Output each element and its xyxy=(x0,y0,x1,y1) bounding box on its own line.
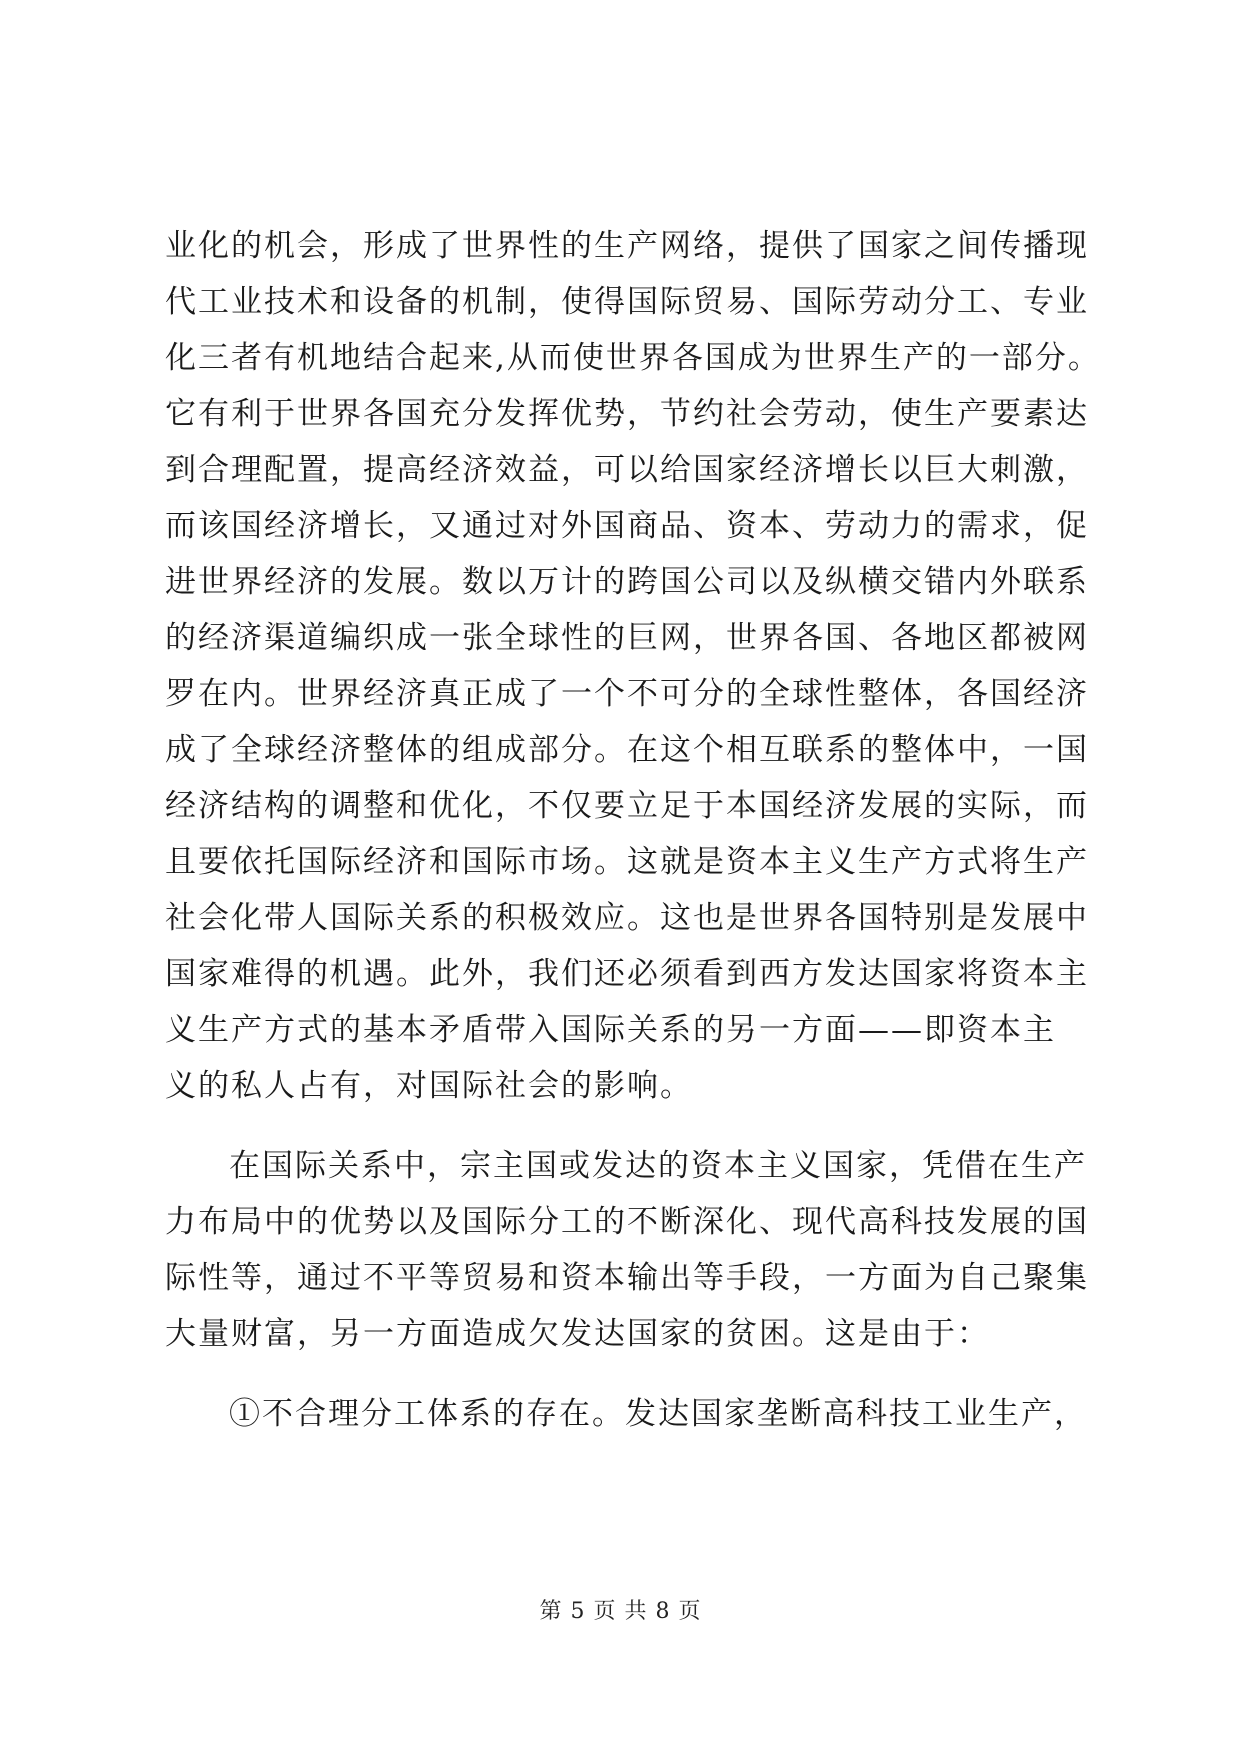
paragraph-gap xyxy=(165,1362,1105,1386)
text-line: 它有利于世界各国充分发挥优势，节约社会劳动，使生产要素达 xyxy=(165,396,1089,432)
page-footer: 第 5 页 共 8 页 xyxy=(539,1599,702,1624)
text-line: 在国际关系中，宗主国或发达的资本主义国家，凭借在生产 xyxy=(229,1148,1087,1184)
text-line: 力布局中的优势以及国际分工的不断深化、现代高科技发展的国 xyxy=(165,1204,1089,1240)
text-line: 业化的机会，形成了世界性的生产网络，提供了国家之间传播现 xyxy=(165,228,1089,264)
text-line: 义的私人占有，对国际社会的影响。 xyxy=(165,1068,693,1104)
text-line: 罗在内。世界经济真正成了一个不可分的全球性整体，各国经济 xyxy=(165,676,1089,712)
text-line: 成了全球经济整体的组成部分。在这个相互联系的整体中，一国 xyxy=(165,732,1089,768)
text-line: 社会化带人国际关系的积极效应。这也是世界各国特别是发展中 xyxy=(165,900,1089,936)
text-line: 大量财富，另一方面造成欠发达国家的贫困。这是由于： xyxy=(165,1316,990,1352)
text-line: 经济结构的调整和优化，不仅要立足于本国经济发展的实际，而 xyxy=(165,788,1089,824)
text-line: ①不合理分工体系的存在。发达国家垄断高科技工业生产， xyxy=(229,1396,1087,1432)
text-line: 代工业技术和设备的机制，使得国际贸易、国际劳动分工、专业 xyxy=(165,284,1089,320)
text-line: 到合理配置，提高经济效益，可以给国家经济增长以巨大刺激， xyxy=(165,452,1089,488)
text-line: 义生产方式的基本矛盾带入国际关系的另一方面——即资本主 xyxy=(165,1012,1056,1048)
text-line: 国家难得的机遇。此外，我们还必须看到西方发达国家将资本主 xyxy=(165,956,1089,992)
body-text xyxy=(165,218,1105,1442)
text-line: 且要依托国际经济和国际市场。这就是资本主义生产方式将生产 xyxy=(165,844,1089,880)
text-line: 进世界经济的发展。数以万计的跨国公司以及纵横交错内外联系 xyxy=(165,564,1089,600)
text-line: 际性等，通过不平等贸易和资本输出等手段，一方面为自己聚集 xyxy=(165,1260,1089,1296)
text-line: 化三者有机地结合起来,从而使世界各国成为世界生产的一部分。 xyxy=(165,340,1101,376)
paragraph-gap xyxy=(165,1114,1105,1138)
text-line: 而该国经济增长，又通过对外国商品、资本、劳动力的需求，促 xyxy=(165,508,1089,544)
text-line: 的经济渠道编织成一张全球性的巨网，世界各国、各地区都被网 xyxy=(165,620,1089,656)
